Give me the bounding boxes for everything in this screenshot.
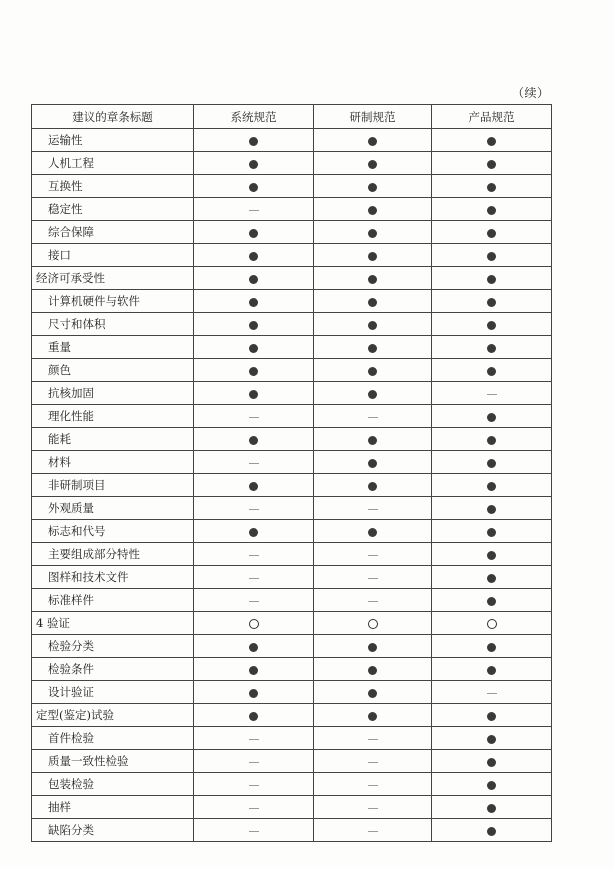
dash-icon — [368, 578, 378, 579]
table-row — [32, 727, 552, 750]
system-spec-cell — [194, 451, 314, 474]
system-spec-cell — [194, 129, 314, 152]
filled-circle-icon — [487, 827, 496, 836]
system-spec-cell — [194, 658, 314, 681]
table-row — [32, 543, 552, 566]
filled-circle-icon — [487, 137, 496, 146]
table-row — [32, 589, 552, 612]
dash-icon — [249, 555, 259, 556]
development-spec-cell — [314, 796, 432, 819]
dash-icon — [249, 210, 259, 211]
system-spec-cell — [194, 612, 314, 635]
section-title-cell: 计算机硬件与软件 — [32, 290, 194, 313]
filled-circle-icon — [368, 298, 377, 307]
table-row — [32, 474, 552, 497]
system-spec-cell — [194, 267, 314, 290]
dash-icon — [368, 739, 378, 740]
filled-circle-icon — [487, 758, 496, 767]
product-spec-cell — [432, 704, 552, 727]
filled-circle-icon — [487, 275, 496, 284]
filled-circle-icon — [487, 574, 496, 583]
development-spec-cell — [314, 727, 432, 750]
section-title-cell: 质量一致性检验 — [32, 750, 194, 773]
filled-circle-icon — [249, 275, 258, 284]
system-spec-cell — [194, 681, 314, 704]
system-spec-cell — [194, 750, 314, 773]
table-row — [32, 382, 552, 405]
filled-circle-icon — [249, 229, 258, 238]
product-spec-cell — [432, 244, 552, 267]
filled-circle-icon — [368, 275, 377, 284]
dash-icon — [249, 463, 259, 464]
dash-icon — [487, 693, 497, 694]
table-row — [32, 405, 552, 428]
table-row — [32, 244, 552, 267]
filled-circle-icon — [487, 712, 496, 721]
dash-icon — [249, 831, 259, 832]
table-header-row — [32, 105, 552, 129]
filled-circle-icon — [249, 666, 258, 675]
section-title-cell: 重量 — [32, 336, 194, 359]
filled-circle-icon — [487, 436, 496, 445]
section-title-cell: 能耗 — [32, 428, 194, 451]
system-spec-cell — [194, 520, 314, 543]
section-title-cell: 主要组成部分特性 — [32, 543, 194, 566]
table-row — [32, 566, 552, 589]
filled-circle-icon — [249, 643, 258, 652]
filled-circle-icon — [368, 137, 377, 146]
spec-applicability-table — [31, 104, 552, 842]
system-spec-cell — [194, 221, 314, 244]
section-title-cell: 缺陷分类 — [32, 819, 194, 842]
product-spec-cell — [432, 198, 552, 221]
dash-icon — [249, 739, 259, 740]
table-row — [32, 313, 552, 336]
section-title-cell: 接口 — [32, 244, 194, 267]
product-spec-cell — [432, 336, 552, 359]
development-spec-cell — [314, 819, 432, 842]
dash-icon — [368, 509, 378, 510]
table-row — [32, 635, 552, 658]
filled-circle-icon — [249, 183, 258, 192]
dash-icon — [368, 601, 378, 602]
product-spec-cell — [432, 773, 552, 796]
system-spec-cell — [194, 152, 314, 175]
development-spec-cell — [314, 175, 432, 198]
development-spec-cell — [314, 267, 432, 290]
system-spec-cell — [194, 796, 314, 819]
development-spec-cell — [314, 451, 432, 474]
open-circle-icon — [368, 619, 378, 629]
table-row — [32, 221, 552, 244]
development-spec-cell — [314, 589, 432, 612]
dash-icon — [249, 808, 259, 809]
filled-circle-icon — [368, 321, 377, 330]
filled-circle-icon — [487, 482, 496, 491]
development-spec-cell — [314, 750, 432, 773]
header-product-spec: 产品规范 — [432, 105, 552, 129]
system-spec-cell — [194, 566, 314, 589]
table-row — [32, 290, 552, 313]
development-spec-cell — [314, 290, 432, 313]
development-spec-cell — [314, 497, 432, 520]
dash-icon — [249, 509, 259, 510]
section-title-cell: 抗核加固 — [32, 382, 194, 405]
development-spec-cell — [314, 313, 432, 336]
filled-circle-icon — [487, 781, 496, 790]
filled-circle-icon — [368, 528, 377, 537]
section-title-cell: 标准样件 — [32, 589, 194, 612]
filled-circle-icon — [487, 367, 496, 376]
system-spec-cell — [194, 382, 314, 405]
table-body — [32, 129, 552, 842]
filled-circle-icon — [249, 298, 258, 307]
section-title-cell: 非研制项目 — [32, 474, 194, 497]
development-spec-cell — [314, 520, 432, 543]
dash-icon — [249, 601, 259, 602]
product-spec-cell — [432, 727, 552, 750]
product-spec-cell — [432, 819, 552, 842]
filled-circle-icon — [368, 206, 377, 215]
product-spec-cell — [432, 405, 552, 428]
section-title-cell: 图样和技术文件 — [32, 566, 194, 589]
development-spec-cell — [314, 543, 432, 566]
system-spec-cell — [194, 773, 314, 796]
table-row — [32, 681, 552, 704]
table-row — [32, 336, 552, 359]
development-spec-cell — [314, 428, 432, 451]
section-title-cell: 外观质量 — [32, 497, 194, 520]
filled-circle-icon — [368, 459, 377, 468]
system-spec-cell — [194, 727, 314, 750]
system-spec-cell — [194, 175, 314, 198]
table-row — [32, 129, 552, 152]
dash-icon — [249, 578, 259, 579]
section-title-cell: 材料 — [32, 451, 194, 474]
filled-circle-icon — [487, 160, 496, 169]
section-title-cell: 包装检验 — [32, 773, 194, 796]
product-spec-cell — [432, 520, 552, 543]
filled-circle-icon — [368, 712, 377, 721]
table-row — [32, 175, 552, 198]
filled-circle-icon — [368, 482, 377, 491]
filled-circle-icon — [368, 689, 377, 698]
system-spec-cell — [194, 635, 314, 658]
filled-circle-icon — [487, 344, 496, 353]
development-spec-cell — [314, 382, 432, 405]
development-spec-cell — [314, 405, 432, 428]
table-row — [32, 658, 552, 681]
section-title-cell: 标志和代号 — [32, 520, 194, 543]
filled-circle-icon — [249, 160, 258, 169]
section-title-cell: 4 验证 — [32, 612, 194, 635]
filled-circle-icon — [487, 459, 496, 468]
dash-icon — [249, 417, 259, 418]
system-spec-cell — [194, 589, 314, 612]
development-spec-cell — [314, 635, 432, 658]
system-spec-cell — [194, 290, 314, 313]
table-row — [32, 796, 552, 819]
section-title-cell: 经济可承受性 — [32, 267, 194, 290]
system-spec-cell — [194, 405, 314, 428]
system-spec-cell — [194, 244, 314, 267]
system-spec-cell — [194, 819, 314, 842]
development-spec-cell — [314, 658, 432, 681]
dash-icon — [368, 808, 378, 809]
dash-icon — [368, 762, 378, 763]
product-spec-cell — [432, 589, 552, 612]
section-title-cell: 运输性 — [32, 129, 194, 152]
filled-circle-icon — [368, 229, 377, 238]
dash-icon — [249, 762, 259, 763]
dash-icon — [487, 394, 497, 395]
continued-label: （续） — [512, 86, 550, 100]
filled-circle-icon — [368, 643, 377, 652]
product-spec-cell — [432, 543, 552, 566]
section-title-cell: 抽样 — [32, 796, 194, 819]
system-spec-cell — [194, 704, 314, 727]
product-spec-cell — [432, 566, 552, 589]
filled-circle-icon — [487, 528, 496, 537]
table-row — [32, 773, 552, 796]
filled-circle-icon — [368, 367, 377, 376]
table-row — [32, 520, 552, 543]
header-section-title: 建议的章条标题 — [32, 105, 194, 129]
product-spec-cell — [432, 129, 552, 152]
system-spec-cell — [194, 198, 314, 221]
product-spec-cell — [432, 382, 552, 405]
table-row — [32, 451, 552, 474]
filled-circle-icon — [249, 482, 258, 491]
section-title-cell: 首件检验 — [32, 727, 194, 750]
table-row — [32, 198, 552, 221]
table-row — [32, 267, 552, 290]
dash-icon — [368, 555, 378, 556]
development-spec-cell — [314, 198, 432, 221]
section-title-cell: 互换性 — [32, 175, 194, 198]
filled-circle-icon — [368, 183, 377, 192]
table-row — [32, 497, 552, 520]
product-spec-cell — [432, 313, 552, 336]
section-title-cell: 人机工程 — [32, 152, 194, 175]
product-spec-cell — [432, 451, 552, 474]
table-row — [32, 152, 552, 175]
filled-circle-icon — [487, 804, 496, 813]
table-row — [32, 428, 552, 451]
table-row — [32, 612, 552, 635]
development-spec-cell — [314, 612, 432, 635]
filled-circle-icon — [487, 413, 496, 422]
filled-circle-icon — [487, 229, 496, 238]
filled-circle-icon — [368, 436, 377, 445]
product-spec-cell — [432, 612, 552, 635]
product-spec-cell — [432, 497, 552, 520]
product-spec-cell — [432, 359, 552, 382]
development-spec-cell — [314, 221, 432, 244]
open-circle-icon — [487, 619, 497, 629]
product-spec-cell — [432, 474, 552, 497]
system-spec-cell — [194, 474, 314, 497]
product-spec-cell — [432, 290, 552, 313]
product-spec-cell — [432, 152, 552, 175]
filled-circle-icon — [487, 643, 496, 652]
product-spec-cell — [432, 681, 552, 704]
product-spec-cell — [432, 750, 552, 773]
filled-circle-icon — [249, 528, 258, 537]
table-row — [32, 819, 552, 842]
product-spec-cell — [432, 267, 552, 290]
section-title-cell: 设计验证 — [32, 681, 194, 704]
filled-circle-icon — [487, 666, 496, 675]
development-spec-cell — [314, 152, 432, 175]
system-spec-cell — [194, 336, 314, 359]
system-spec-cell — [194, 359, 314, 382]
filled-circle-icon — [249, 367, 258, 376]
filled-circle-icon — [487, 252, 496, 261]
filled-circle-icon — [487, 206, 496, 215]
filled-circle-icon — [368, 666, 377, 675]
dash-icon — [368, 785, 378, 786]
filled-circle-icon — [487, 597, 496, 606]
table-row — [32, 704, 552, 727]
development-spec-cell — [314, 773, 432, 796]
system-spec-cell — [194, 428, 314, 451]
header-system-spec: 系统规范 — [194, 105, 314, 129]
header-development-spec: 研制规范 — [314, 105, 432, 129]
product-spec-cell — [432, 635, 552, 658]
filled-circle-icon — [249, 137, 258, 146]
filled-circle-icon — [249, 689, 258, 698]
development-spec-cell — [314, 359, 432, 382]
development-spec-cell — [314, 129, 432, 152]
development-spec-cell — [314, 244, 432, 267]
filled-circle-icon — [368, 160, 377, 169]
filled-circle-icon — [368, 390, 377, 399]
filled-circle-icon — [249, 252, 258, 261]
system-spec-cell — [194, 497, 314, 520]
section-title-cell: 定型(鉴定)试验 — [32, 704, 194, 727]
product-spec-cell — [432, 796, 552, 819]
development-spec-cell — [314, 566, 432, 589]
table-row — [32, 359, 552, 382]
filled-circle-icon — [487, 551, 496, 560]
filled-circle-icon — [487, 298, 496, 307]
section-title-cell: 稳定性 — [32, 198, 194, 221]
section-title-cell: 综合保障 — [32, 221, 194, 244]
product-spec-cell — [432, 221, 552, 244]
development-spec-cell — [314, 681, 432, 704]
product-spec-cell — [432, 175, 552, 198]
system-spec-cell — [194, 543, 314, 566]
development-spec-cell — [314, 336, 432, 359]
table-row — [32, 750, 552, 773]
section-title-cell: 检验分类 — [32, 635, 194, 658]
filled-circle-icon — [249, 712, 258, 721]
dash-icon — [249, 785, 259, 786]
open-circle-icon — [249, 619, 259, 629]
filled-circle-icon — [487, 183, 496, 192]
filled-circle-icon — [368, 344, 377, 353]
product-spec-cell — [432, 428, 552, 451]
system-spec-cell — [194, 313, 314, 336]
filled-circle-icon — [249, 321, 258, 330]
section-title-cell: 检验条件 — [32, 658, 194, 681]
section-title-cell: 颜色 — [32, 359, 194, 382]
dash-icon — [368, 417, 378, 418]
filled-circle-icon — [368, 252, 377, 261]
section-title-cell: 尺寸和体积 — [32, 313, 194, 336]
filled-circle-icon — [249, 390, 258, 399]
filled-circle-icon — [487, 505, 496, 514]
development-spec-cell — [314, 474, 432, 497]
product-spec-cell — [432, 658, 552, 681]
section-title-cell: 理化性能 — [32, 405, 194, 428]
filled-circle-icon — [487, 735, 496, 744]
development-spec-cell — [314, 704, 432, 727]
filled-circle-icon — [249, 436, 258, 445]
filled-circle-icon — [487, 321, 496, 330]
filled-circle-icon — [249, 344, 258, 353]
dash-icon — [368, 831, 378, 832]
